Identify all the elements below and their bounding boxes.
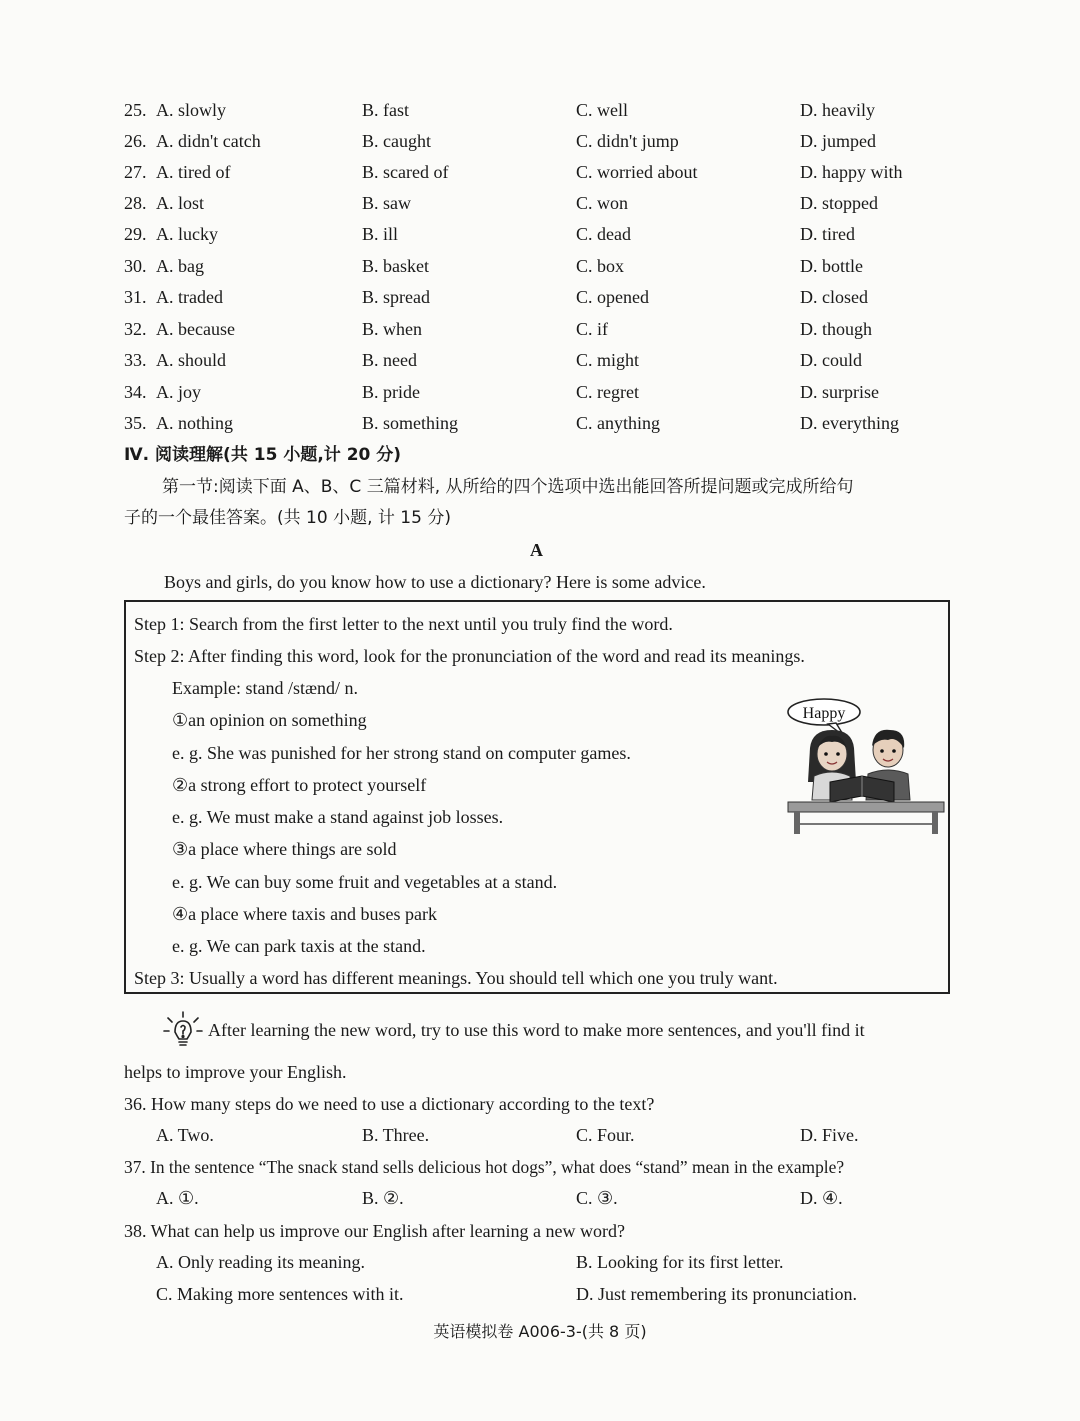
option-a: A. traded xyxy=(156,287,223,307)
option-c: C. anything xyxy=(576,413,660,433)
option-a: A. lost xyxy=(156,193,205,213)
option-d: D. tired xyxy=(800,224,855,244)
meaning-4: ④a place where taxis and buses park xyxy=(172,904,438,924)
option-c: C. might xyxy=(576,350,640,370)
example-3: e. g. We can buy some fruit and vegetables at a stand. xyxy=(172,872,558,892)
cloze-row xyxy=(0,252,1080,280)
meaning-3: ③a place where things are sold xyxy=(172,839,397,859)
option-b: B. scared of xyxy=(362,162,449,182)
cloze-row xyxy=(0,220,1080,248)
option-d: D. jumped xyxy=(800,131,876,151)
option-d: D. heavily xyxy=(800,100,875,120)
section-heading: Ⅳ. 阅读理解(共 15 小题,计 20 分) xyxy=(124,445,402,465)
option-c: C. if xyxy=(576,319,609,339)
step-2: Step 2: After finding this word, look for the pronunciation of the word and read its meanings. xyxy=(134,646,805,666)
example-entry: Example: stand /stænd/ n. xyxy=(172,678,358,698)
bubble-text: Happy xyxy=(802,705,846,722)
option-b: B. fast xyxy=(362,100,409,120)
cloze-row xyxy=(0,409,1080,437)
option-c: C. regret xyxy=(576,382,639,402)
option-a: A. bag xyxy=(156,256,204,276)
cloze-row xyxy=(0,378,1080,406)
tip-line2: helps to improve your English. xyxy=(124,1062,347,1082)
option-d: D. could xyxy=(800,350,862,370)
option-a: A. didn't catch xyxy=(156,131,261,151)
q36-option-d: D. Five. xyxy=(800,1125,859,1145)
page-footer: 英语模拟卷 A006-3-(共 8 页) xyxy=(433,1322,647,1341)
children-reading-illustration xyxy=(784,696,948,838)
question-number: 32. xyxy=(124,319,147,339)
option-c: C. won xyxy=(576,193,629,213)
q36-option-c: C. Four. xyxy=(576,1125,635,1145)
option-b: B. something xyxy=(362,413,459,433)
passage-intro: Boys and girls, do you know how to use a dictionary? Here is some advice. xyxy=(164,572,706,592)
lightbulb-idea-icon xyxy=(162,1010,204,1052)
tip-line1: After learning the new word, try to use this word to make more sentences, and you'll find it xyxy=(208,1020,865,1040)
option-d: D. stopped xyxy=(800,193,878,213)
option-a: A. tired of xyxy=(156,162,231,182)
question-number: 26. xyxy=(124,131,147,151)
cloze-row xyxy=(0,127,1080,155)
cloze-row xyxy=(0,96,1080,124)
option-b: B. pride xyxy=(362,382,420,402)
option-c: C. worried about xyxy=(576,162,698,182)
option-a: A. lucky xyxy=(156,224,218,244)
step-3: Step 3: Usually a word has different meanings. You should tell which one you truly want. xyxy=(134,968,778,988)
question-number: 30. xyxy=(124,256,147,276)
cloze-row xyxy=(0,346,1080,374)
section-instruction-line1: 第一节:阅读下面 A、B、C 三篇材料, 从所给的四个选项中选出能回答所提问题或完成所给句 xyxy=(162,477,854,497)
option-c: C. dead xyxy=(576,224,631,244)
option-b: B. spread xyxy=(362,287,430,307)
q38-option-d: D. Just remembering its pronunciation. xyxy=(576,1284,857,1304)
option-a: A. because xyxy=(156,319,235,339)
option-d: D. closed xyxy=(800,287,868,307)
example-2: e. g. We must make a stand against job losses. xyxy=(172,807,504,827)
option-d: D. surprise xyxy=(800,382,879,402)
question-number: 33. xyxy=(124,350,147,370)
option-b: B. saw xyxy=(362,193,411,213)
option-c: C. didn't jump xyxy=(576,131,679,151)
meaning-1: ①an opinion on something xyxy=(172,710,367,730)
q37-option-a: A. ①. xyxy=(156,1188,199,1208)
question-number: 34. xyxy=(124,382,147,402)
option-b: B. basket xyxy=(362,256,429,276)
meaning-2: ②a strong effort to protect yourself xyxy=(172,775,427,795)
cloze-row xyxy=(0,189,1080,217)
question-number: 29. xyxy=(124,224,147,244)
q37-option-b: B. ②. xyxy=(362,1188,404,1208)
cloze-row xyxy=(0,283,1080,311)
question-number: 28. xyxy=(124,193,147,213)
option-b: B. need xyxy=(362,350,417,370)
option-a: A. nothing xyxy=(156,413,234,433)
example-4: e. g. We can park taxis at the stand. xyxy=(172,936,426,956)
example-1: e. g. She was punished for her strong stand on computer games. xyxy=(172,743,631,763)
cloze-row xyxy=(0,158,1080,186)
question-number: 35. xyxy=(124,413,147,433)
option-c: C. well xyxy=(576,100,628,120)
option-c: C. opened xyxy=(576,287,649,307)
option-c: C. box xyxy=(576,256,625,276)
q38-option-a: A. Only reading its meaning. xyxy=(156,1252,365,1272)
q37-option-c: C. ③. xyxy=(576,1188,618,1208)
option-a: A. slowly xyxy=(156,100,227,120)
q36-option-b: B. Three. xyxy=(362,1125,430,1145)
q38-option-c: C. Making more sentences with it. xyxy=(156,1284,404,1304)
option-a: A. should xyxy=(156,350,227,370)
q37-option-d: D. ④. xyxy=(800,1188,843,1208)
question-number: 27. xyxy=(124,162,147,182)
option-d: D. bottle xyxy=(800,256,863,276)
question-number: 31. xyxy=(124,287,147,307)
option-b: B. when xyxy=(362,319,422,339)
section-instruction-line2: 子的一个最佳答案。(共 10 小题, 计 15 分) xyxy=(124,508,451,528)
option-d: D. everything xyxy=(800,413,899,433)
passage-letter: A xyxy=(530,540,543,560)
question-38-stem: 38. What can help us improve our English after learning a new word? xyxy=(124,1221,626,1241)
option-d: D. happy with xyxy=(800,162,903,182)
q38-option-b: B. Looking for its first letter. xyxy=(576,1252,784,1272)
option-a: A. joy xyxy=(156,382,201,402)
q36-option-a: A. Two. xyxy=(156,1125,214,1145)
option-b: B. caught xyxy=(362,131,431,151)
cloze-row xyxy=(0,315,1080,343)
option-b: B. ill xyxy=(362,224,399,244)
option-d: D. though xyxy=(800,319,872,339)
step-1: Step 1: Search from the first letter to the next until you truly find the word. xyxy=(134,614,673,634)
question-37-stem: 37. In the sentence “The snack stand sells delicious hot dogs”, what does “stand” mean in the example? xyxy=(124,1157,845,1177)
question-36-stem: 36. How many steps do we need to use a dictionary according to the text? xyxy=(124,1094,655,1114)
question-number: 25. xyxy=(124,100,147,120)
